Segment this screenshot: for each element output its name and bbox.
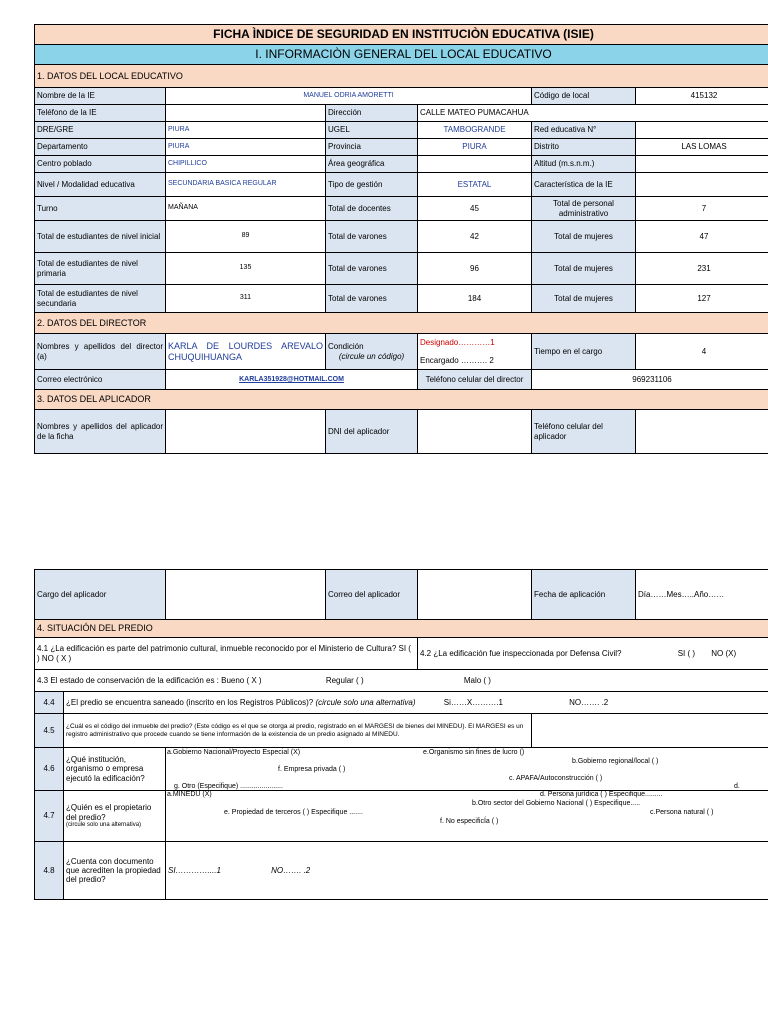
condicion-designado[interactable]: Designado…………1 xyxy=(420,338,495,348)
direccion-value[interactable]: CALLE MATEO PUMACAHUA xyxy=(418,105,768,122)
q47-option-c[interactable]: c.Persona natural ( ) xyxy=(650,809,714,816)
nombre-ie-label: Nombre de la IE xyxy=(35,88,166,105)
centro-poblado-value[interactable]: CHIPILLICO xyxy=(166,156,326,173)
q46-option-a[interactable]: a.Gobierno Nacional/Proyecto Especial (X) xyxy=(167,749,301,756)
personal-value[interactable]: 7 xyxy=(636,197,768,221)
secundaria-mujeres-value[interactable]: 127 xyxy=(636,285,768,313)
inicial-varones-value[interactable]: 42 xyxy=(418,221,532,253)
direccion-label: Dirección xyxy=(326,105,418,122)
q46-option-d[interactable]: d. xyxy=(734,783,740,790)
primaria-mujeres-label: Total de mujeres xyxy=(532,253,636,285)
q42-no-option[interactable]: NO (X) xyxy=(711,648,737,658)
red-educativa-label: Red educativa N° xyxy=(532,122,636,139)
caracteristica-value[interactable] xyxy=(636,173,768,197)
q44-note: (circule solo una alternativa) xyxy=(315,697,416,707)
question-4-7-cell xyxy=(64,791,166,842)
condicion-label: Condición xyxy=(328,342,364,352)
section-1-title: 1. DATOS DEL LOCAL EDUCATIVO xyxy=(35,65,768,88)
area-geografica-value[interactable] xyxy=(418,156,532,173)
question-4-5: ¿Cuál es el código del inmueble del predio? (Este código es el que se otorga al predio, registrado en el MARGESI de bienes del MINEDU). El MARGESI es un registro administrativo que procede cuando se tiene información de la existencia de un predio asignado al MINEDU. xyxy=(64,714,532,748)
director-celular-value[interactable]: 969231106 xyxy=(532,370,768,390)
q46-option-g[interactable]: g. Otro (Especifique) ...................... xyxy=(174,783,283,790)
gestion-value[interactable]: ESTATAL xyxy=(418,173,532,197)
q47-option-b[interactable]: b.Otro sector del Gobierno Nacional ( ) Especifique..... xyxy=(472,800,641,807)
form-subtitle: I. INFORMACIÒN GENERAL DEL LOCAL EDUCATIVO xyxy=(35,45,768,65)
section-4-title: 4. SITUACIÓN DEL PREDIO xyxy=(35,620,768,638)
q47-option-a[interactable]: a.MINEDU (X) xyxy=(167,791,212,798)
correo-aplicador-label: Correo del aplicador xyxy=(326,570,418,620)
q47-option-e[interactable]: e. Propiedad de terceros ( ) Especifique ....... xyxy=(224,809,363,816)
inicial-label: Total de estudiantes de nivel inicial xyxy=(35,221,166,253)
form-table-1 xyxy=(34,24,768,454)
condicion-note: (circule un código) xyxy=(338,351,405,361)
q44-si-option[interactable]: Si……X……….1 xyxy=(443,697,503,707)
fecha-aplicacion-value[interactable]: Día……Mes…..Año…… xyxy=(636,570,768,620)
q45-number: 4.5 xyxy=(35,714,64,748)
docentes-label: Total de docentes xyxy=(326,197,418,221)
nivel-label: Nivel / Modalidad educativa xyxy=(35,173,166,197)
aplicador-dni-label: DNI del aplicador xyxy=(326,410,418,454)
nivel-value[interactable]: SECUNDARIA BASICA REGULAR xyxy=(166,173,326,197)
form-title: FICHA ÌNDICE DE SEGURIDAD EN INSTITUCIÒN EDUCATIVA (ISIE) xyxy=(35,25,768,45)
q48-no-option[interactable]: NO……. .2 xyxy=(271,865,311,875)
tiempo-cargo-label: Tiempo en el cargo xyxy=(532,334,636,370)
q46-option-f[interactable]: f. Empresa privada ( ) xyxy=(278,766,346,773)
question-4-3-cell xyxy=(35,670,768,692)
secundaria-label: Total de estudiantes de nivel secundaria xyxy=(35,285,166,313)
distrito-value[interactable]: LAS LOMAS xyxy=(636,139,768,156)
correo-link[interactable]: KARLA351928@HOTMAIL.COM xyxy=(239,376,344,384)
distrito-label: Distrito xyxy=(532,139,636,156)
q48-si-option[interactable]: SI…………....1 xyxy=(168,865,221,875)
q47-note: (circule solo una alternativa) xyxy=(66,821,142,828)
question-4-4: ¿El predio se encuentra saneado (inscrito en los Registros Públicos)? xyxy=(66,697,314,707)
q44-no-option[interactable]: NO……. .2 xyxy=(569,697,609,707)
q46-option-e[interactable]: e.Organismo sin fines de lucro () xyxy=(423,749,525,756)
correo-aplicador-value[interactable] xyxy=(418,570,532,620)
aplicador-celular-label: Teléfono celular del aplicador xyxy=(532,410,636,454)
secundaria-value[interactable]: 311 xyxy=(166,285,326,313)
question-4-4-cell xyxy=(64,692,768,714)
q43-regular-option[interactable]: Regular ( ) xyxy=(325,675,364,685)
personal-label: Total de personal administrativo xyxy=(532,197,636,221)
inicial-mujeres-label: Total de mujeres xyxy=(532,221,636,253)
secundaria-varones-label: Total de varones xyxy=(326,285,418,313)
cargo-aplicador-label: Cargo del aplicador xyxy=(35,570,166,620)
question-4-3[interactable]: 4.3 El estado de conservación de la edificación es : Bueno ( X ) xyxy=(37,675,262,685)
provincia-label: Provincia xyxy=(326,139,418,156)
telefono-ie-label: Teléfono de la IE xyxy=(35,105,166,122)
q47-options xyxy=(166,791,768,842)
q46-number: 4.6 xyxy=(35,748,64,791)
director-nombre-label: Nombres y apellidos del director (a) xyxy=(35,334,166,370)
secundaria-varones-value[interactable]: 184 xyxy=(418,285,532,313)
question-4-8: ¿Cuenta con documento que acrediten la propiedad del predio? xyxy=(64,842,166,900)
aplicador-nombre-label: Nombres y apellidos del aplicador de la ficha xyxy=(35,410,166,454)
caracteristica-label: Característica de la IE xyxy=(532,173,636,197)
nombre-ie-value[interactable]: MANUEL ODRIA AMORETTI xyxy=(166,88,532,105)
form-table-2 xyxy=(34,569,768,900)
correo-label: Correo electrónico xyxy=(35,370,166,390)
primaria-varones-label: Total de varones xyxy=(326,253,418,285)
provincia-value[interactable]: PIURA xyxy=(418,139,532,156)
q43-malo-option[interactable]: Malo ( ) xyxy=(463,675,491,685)
q42-si-option[interactable]: SI ( ) xyxy=(677,648,696,658)
ugel-label: UGEL xyxy=(326,122,418,139)
departamento-label: Departamento xyxy=(35,139,166,156)
q46-option-c[interactable]: c. APAFA/Autoconstrucción ( ) xyxy=(509,775,603,782)
primaria-mujeres-value[interactable]: 231 xyxy=(636,253,768,285)
q45-answer[interactable] xyxy=(532,714,768,748)
turno-value[interactable]: MAÑANA xyxy=(166,197,326,221)
bottom-form-section xyxy=(34,569,768,900)
codigo-local-label: Código de local xyxy=(532,88,636,105)
area-geografica-label: Área geográfica xyxy=(326,156,418,173)
q47-option-d[interactable]: d. Persona jurídica ( ) Especifique......... xyxy=(540,791,663,798)
departamento-value[interactable]: PIURA xyxy=(166,139,326,156)
cargo-aplicador-value[interactable] xyxy=(166,570,326,620)
primaria-label: Total de estudiantes de nivel primaria xyxy=(35,253,166,285)
condicion-cell xyxy=(326,334,418,370)
gestion-label: Tipo de gestión xyxy=(326,173,418,197)
correo-cell xyxy=(166,370,418,390)
q47-number: 4.7 xyxy=(35,791,64,842)
tiempo-cargo-value[interactable]: 4 xyxy=(636,334,768,370)
inicial-value[interactable]: 89 xyxy=(166,221,326,253)
fecha-aplicacion-label: Fecha de aplicación xyxy=(532,570,636,620)
q48-options xyxy=(166,842,768,900)
condicion-encargado[interactable]: Encargado ………. 2 xyxy=(420,355,494,365)
secundaria-mujeres-label: Total de mujeres xyxy=(532,285,636,313)
turno-label: Turno xyxy=(35,197,166,221)
aplicador-nombre-value[interactable] xyxy=(166,410,326,454)
q44-number: 4.4 xyxy=(35,692,64,714)
top-form-section xyxy=(34,24,768,454)
aplicador-celular-value[interactable] xyxy=(636,410,768,454)
telefono-ie-value[interactable] xyxy=(166,105,326,122)
q46-option-b[interactable]: b.Gobierno regional/local ( ) xyxy=(572,758,659,765)
q48-number: 4.8 xyxy=(35,842,64,900)
condicion-options[interactable] xyxy=(418,334,532,370)
docentes-value[interactable]: 45 xyxy=(418,197,532,221)
codigo-local-value[interactable]: 415132 xyxy=(636,88,768,105)
question-4-2: 4.2 ¿La edificación fue inspeccionada por Defensa Civil? xyxy=(420,648,622,658)
inicial-varones-label: Total de varones xyxy=(326,221,418,253)
dre-value[interactable]: PIURA xyxy=(166,122,326,139)
primaria-varones-value[interactable]: 96 xyxy=(418,253,532,285)
aplicador-dni-value[interactable] xyxy=(418,410,532,454)
question-4-6: ¿Qué institución, organismo o empresa ejecutó la edificación? xyxy=(64,748,166,791)
q47-option-f[interactable]: f. No especificÍa ( ) xyxy=(440,818,499,825)
question-4-7: ¿Quién es el propietario del predio? xyxy=(66,803,152,822)
altitud-value[interactable] xyxy=(636,156,768,173)
ugel-value[interactable]: TAMBOGRANDE xyxy=(418,122,532,139)
centro-poblado-label: Centro poblado xyxy=(35,156,166,173)
primaria-value[interactable]: 135 xyxy=(166,253,326,285)
question-4-1[interactable]: 4.1 ¿La edificación es parte del patrimonio cultural, inmueble reconocido por el Ministerio de Cultura? SI ( ) NO ( X ) xyxy=(35,638,418,670)
section-3-title: 3. DATOS DEL APLICADOR xyxy=(35,390,768,410)
section-2-title: 2. DATOS DEL DIRECTOR xyxy=(35,313,768,334)
inicial-mujeres-value[interactable]: 47 xyxy=(636,221,768,253)
question-4-2-cell xyxy=(418,638,768,670)
director-celular-label: Teléfono celular del director xyxy=(418,370,532,390)
red-educativa-value[interactable] xyxy=(636,122,768,139)
dre-label: DRE/GRE xyxy=(35,122,166,139)
q46-options xyxy=(166,748,768,791)
altitud-label: Altitud (m.s.n.m.) xyxy=(532,156,636,173)
director-nombre-value[interactable]: KARLA DE LOURDES AREVALO CHUQUIHUANGA xyxy=(166,334,326,370)
